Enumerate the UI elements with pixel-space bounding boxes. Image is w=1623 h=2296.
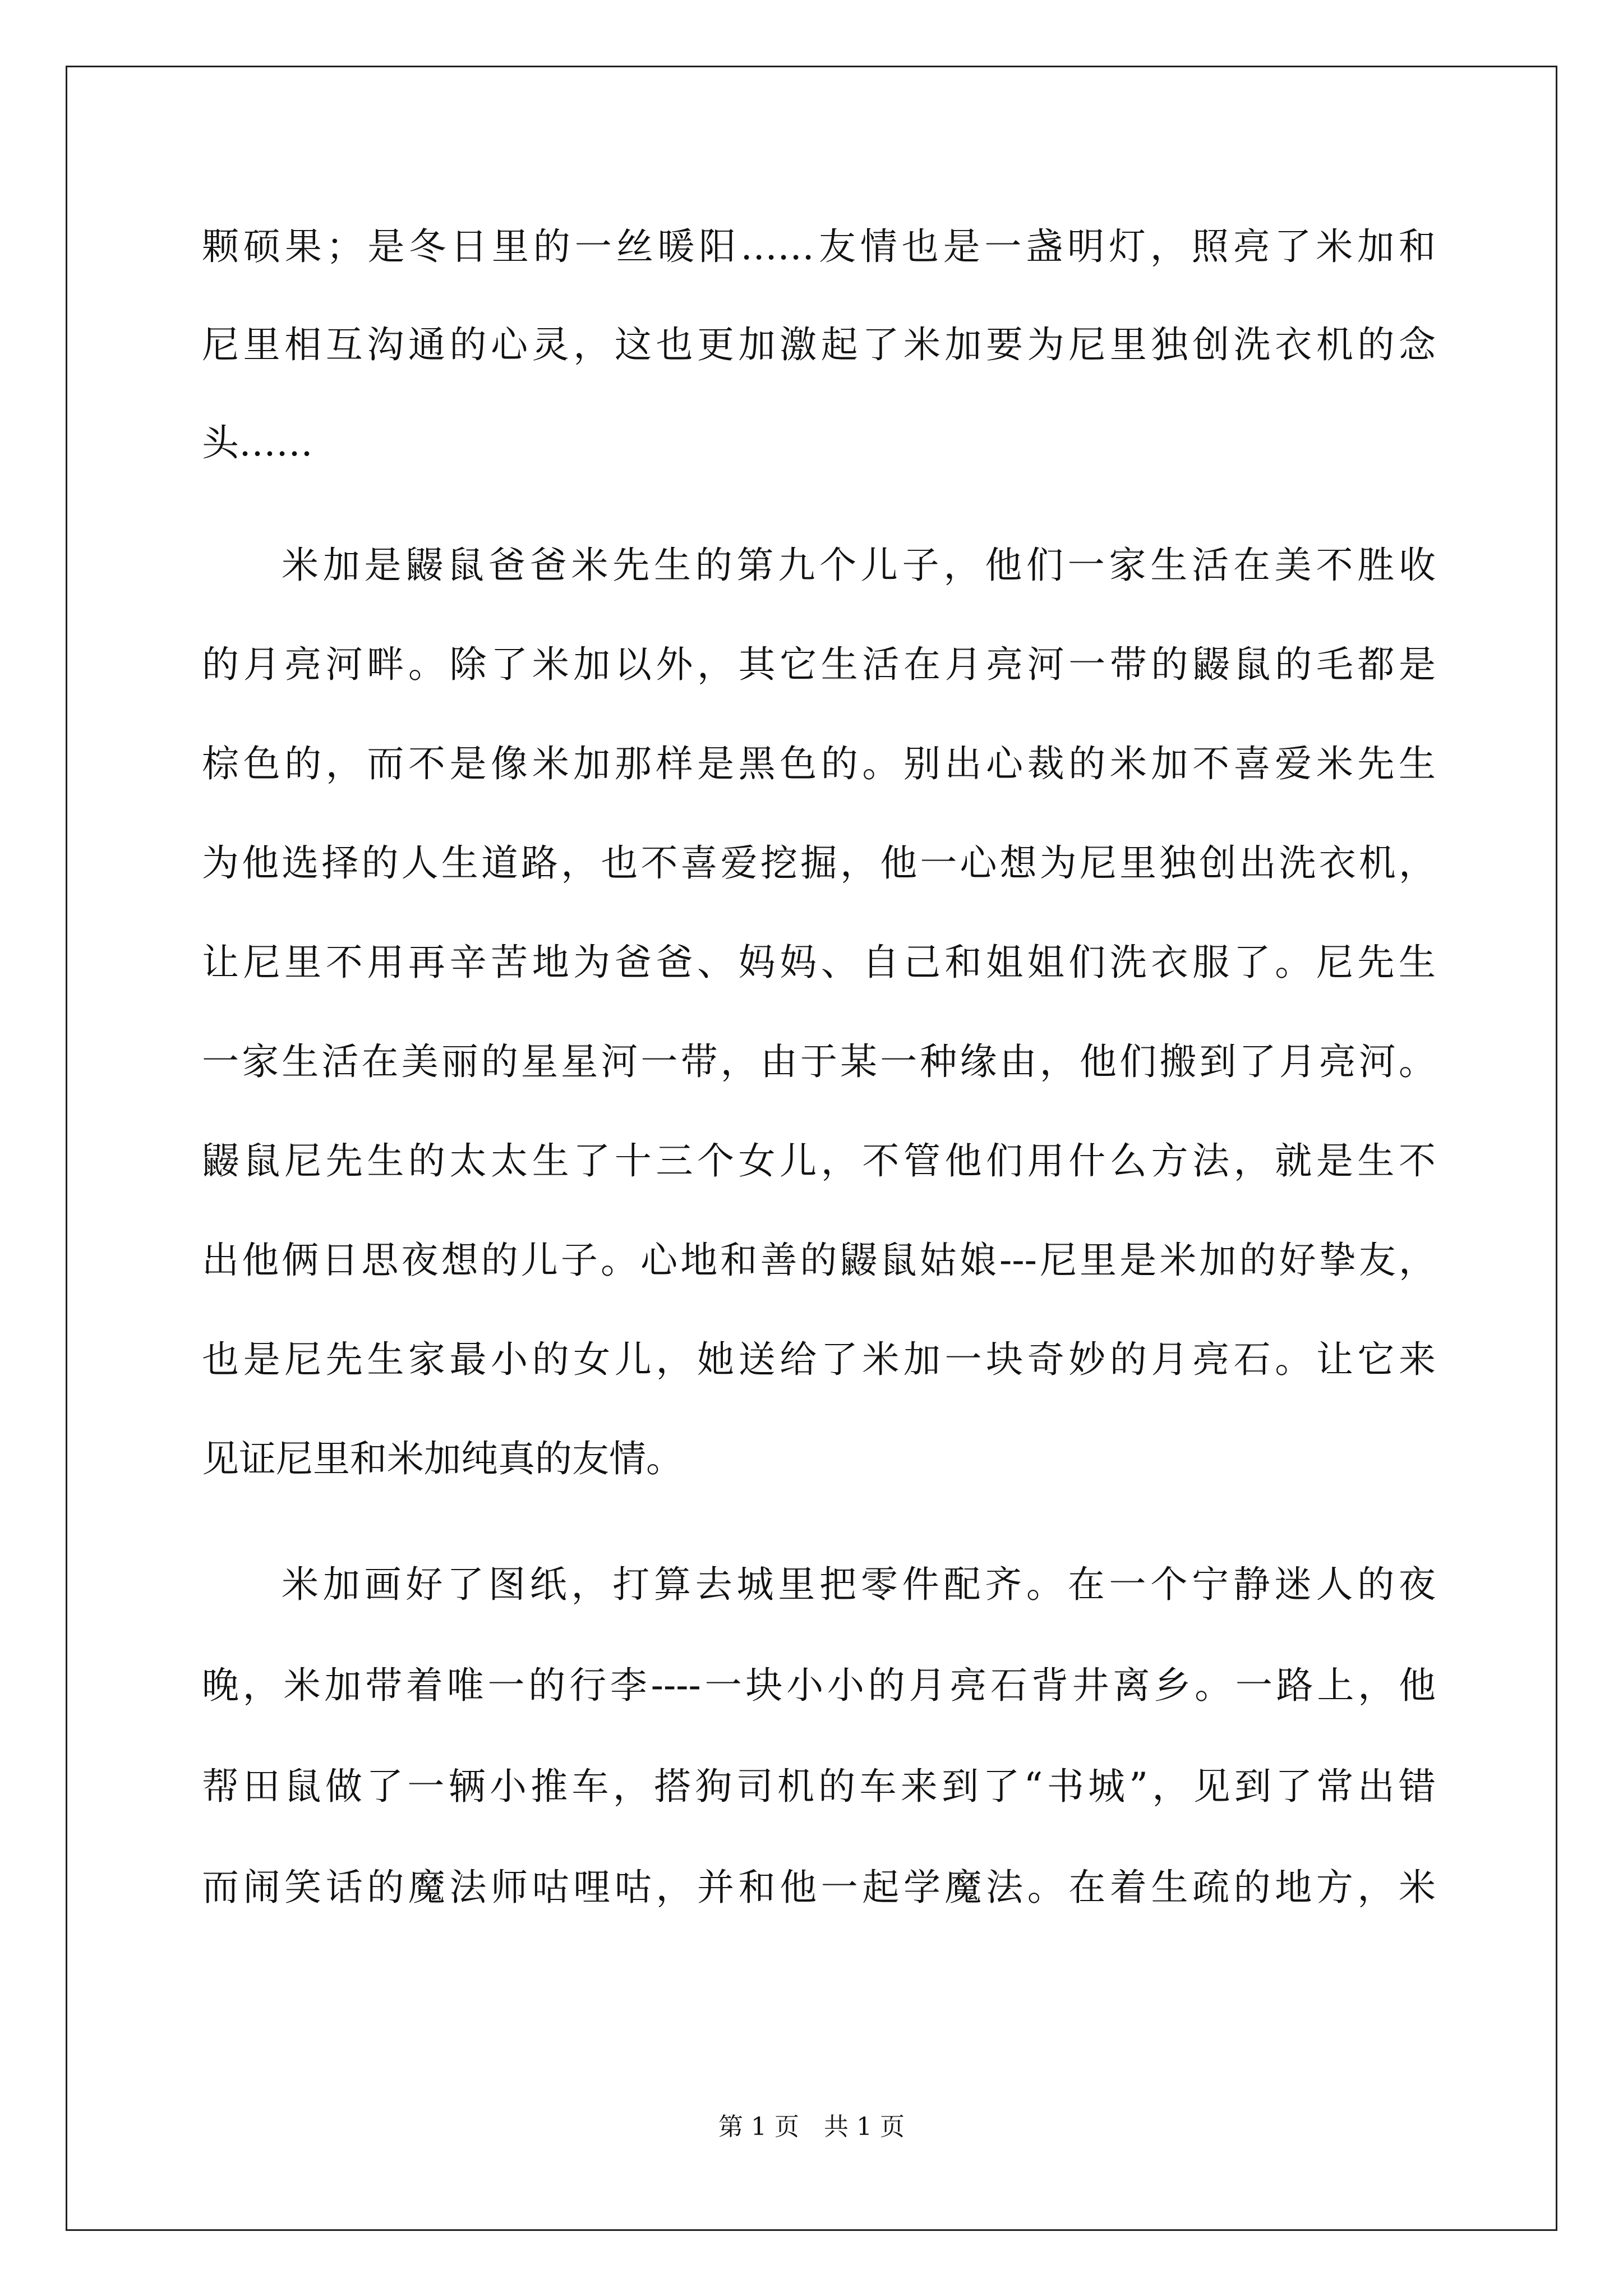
text-line: 棕色的，而不是像米加那样是黑色的。别出心裁的米加不喜爱米先生	[202, 742, 1436, 785]
text-line: 让尼里不用再辛苦地为爸爸、妈妈、自己和姐姐们洗衣服了。尼先生	[202, 941, 1436, 984]
text-line: 出他俩日思夜想的儿子。心地和善的鼹鼠姑娘---尼里是米加的好挚友，	[202, 1239, 1436, 1282]
text-line: 颗硕果；是冬日里的一丝暖阳……友情也是一盏明灯，照亮了米加和	[202, 225, 1436, 268]
text-line: 尼里相互沟通的心灵，这也更加激起了米加要为尼里独创洗衣机的念	[202, 323, 1436, 366]
paragraph-first-line: 米加画好了图纸，打算去城里把零件配齐。在一个宁静迷人的夜	[282, 1563, 1436, 1606]
text-line: 为他选择的人生道路，也不喜爱挖掘，他一心想为尼里独创出洗衣机，	[202, 841, 1436, 885]
text-line: 头……	[202, 421, 313, 464]
text-line: 见证尼里和米加纯真的友情。	[202, 1437, 683, 1480]
text-line: 晚，米加带着唯一的行李----一块小小的月亮石背井离乡。一路上，他	[202, 1664, 1436, 1707]
page-number-footer: 第 1 页 共 1 页	[718, 2113, 905, 2141]
text-line: 帮田鼠做了一辆小推车，搭狗司机的车来到了“书城”，见到了常出错	[202, 1765, 1436, 1808]
text-line: 鼹鼠尼先生的太太生了十三个女儿，不管他们用什么方法，就是生不	[202, 1139, 1436, 1182]
paragraph-first-line: 米加是鼹鼠爸爸米先生的第九个儿子，他们一家生活在美不胜收	[282, 544, 1436, 587]
text-line: 也是尼先生家最小的女儿，她送给了米加一块奇妙的月亮石。让它来	[202, 1338, 1436, 1381]
text-line: 而闹笑话的魔法师咕哩咕，并和他一起学魔法。在着生疏的地方，米	[202, 1866, 1436, 1909]
text-line: 的月亮河畔。除了米加以外，其它生活在月亮河一带的鼹鼠的毛都是	[202, 643, 1436, 686]
text-line: 一家生活在美丽的星星河一带，由于某一种缘由，他们搬到了月亮河。	[202, 1040, 1436, 1083]
